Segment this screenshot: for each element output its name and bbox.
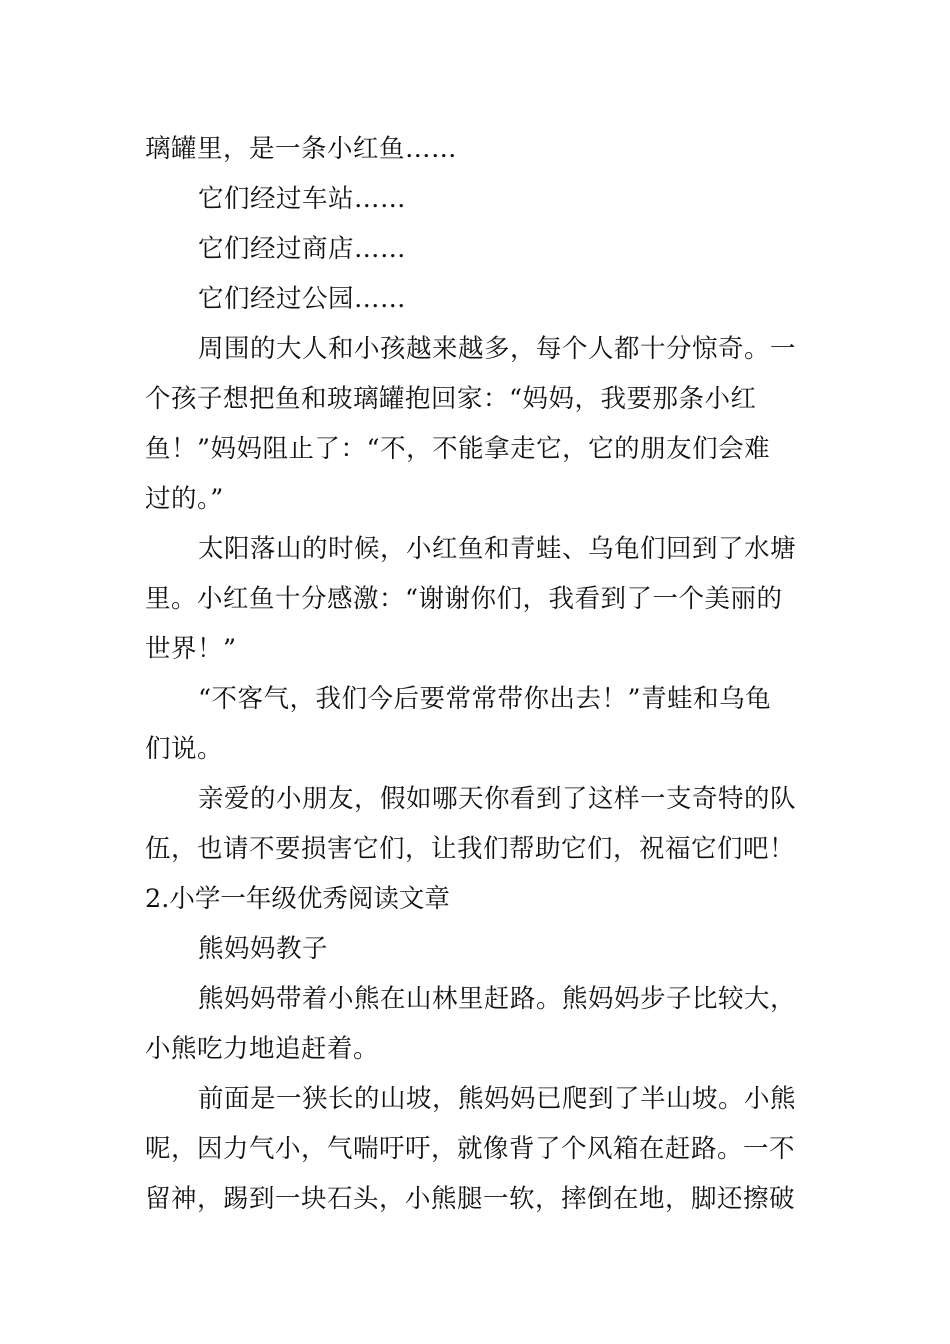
article-title: 熊妈妈教子 bbox=[198, 934, 329, 964]
text-line: 个孩子想把鱼和玻璃罐抱回家：“妈妈，我要那条小红 bbox=[145, 384, 757, 414]
text-line: 璃罐里，是一条小红鱼…… bbox=[145, 134, 458, 164]
text-line: 小熊吃力地追赶着。 bbox=[145, 1034, 380, 1064]
text-line: 呢，因力气小，气喘吁吁，就像背了个风箱在赶路。一不 bbox=[145, 1134, 796, 1164]
text-line: 它们经过车站…… bbox=[198, 184, 407, 214]
text-line: 世界！” bbox=[145, 634, 237, 664]
text-line: “不客气，我们今后要常常带你出去！”青蛙和乌龟 bbox=[198, 684, 772, 714]
text-line: 鱼！”妈妈阻止了：“不，不能拿走它，它的朋友们会难 bbox=[145, 434, 771, 464]
section-heading: 2.小学一年级优秀阅读文章 bbox=[145, 884, 450, 914]
text-line: 它们经过公园…… bbox=[198, 284, 407, 314]
text-line: 留神，踢到一块石头，小熊腿一软，摔倒在地，脚还擦破 bbox=[145, 1184, 796, 1214]
text-line: 们说。 bbox=[145, 734, 224, 764]
text-line: 前面是一狭长的山坡，熊妈妈已爬到了半山坡。小熊 bbox=[198, 1084, 797, 1114]
text-line: 里。小红鱼十分感激：“谢谢你们，我看到了一个美丽的 bbox=[145, 584, 783, 614]
text-line: 过的。” bbox=[145, 484, 224, 514]
text-line: 周围的大人和小孩越来越多，每个人都十分惊奇。一 bbox=[198, 334, 797, 364]
text-line: 亲爱的小朋友，假如哪天你看到了这样一支奇特的队 bbox=[198, 784, 797, 814]
text-line: 伍，也请不要损害它们，让我们帮助它们，祝福它们吧！ bbox=[145, 834, 796, 864]
document-page bbox=[145, 124, 810, 1224]
text-line: 它们经过商店…… bbox=[198, 234, 407, 264]
text-line: 太阳落山的时候，小红鱼和青蛙、乌龟们回到了水塘 bbox=[198, 534, 797, 564]
text-line: 熊妈妈带着小熊在山林里赶路。熊妈妈步子比较大， bbox=[198, 984, 797, 1014]
